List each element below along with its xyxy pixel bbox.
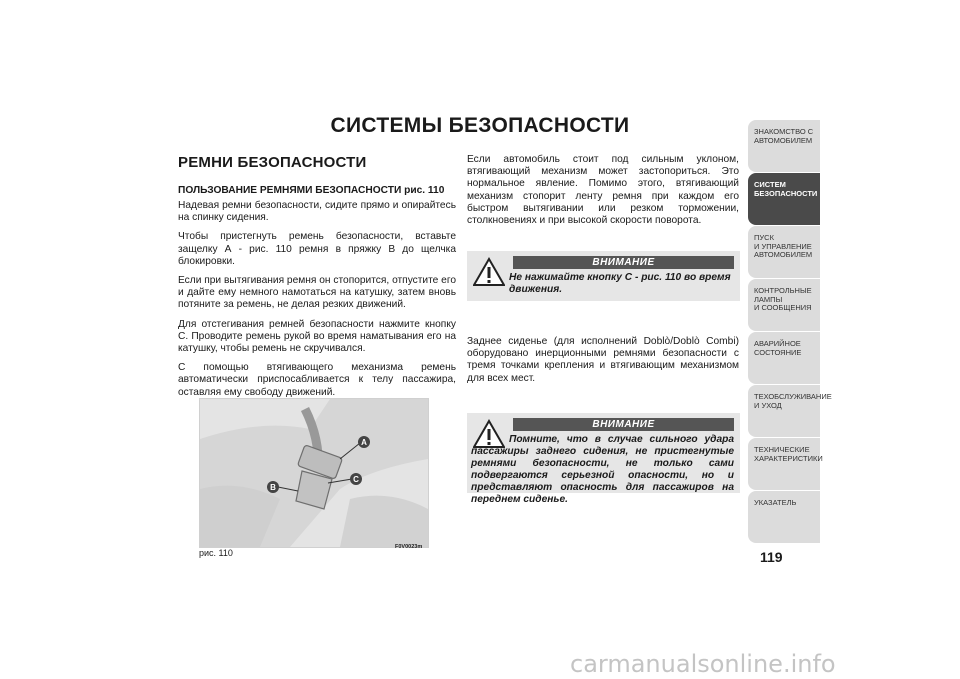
tab-index[interactable] [748,491,820,543]
tab-label: И УХОД [754,400,782,410]
left-column [178,154,456,406]
tab-maintenance[interactable] [748,385,832,437]
paragraph: С помощью втягивающего механизма ремень автоматически приспосабливается к телу пассажира, оставляя ему свободу движений. [178,362,456,398]
warning-triangle-icon [473,257,505,287]
paragraph: Если при вытягивания ремня он стопорится, отпустите его и дайте ему немного намотаться на катушку, затем вновь потяните за ремень, не делая резких движений. [178,275,456,311]
label-b: B [270,483,276,492]
section-title: СИСТЕМЫ БЕЗОПАСНОСТИ [330,114,630,137]
tab-label: ЛАМПЫ [754,294,783,304]
tab-label: И УПРАВЛЕНИЕ [754,241,812,251]
tab-label: КОНТРОЛЬНЫЕ [754,286,812,295]
tab-safety-systems[interactable] [748,173,820,225]
warning-text: Помните, что в случае сильного удара пассажиры заднего сидения, не пристегнутые ремнями безопасности, не только сами подвергаются серьезной опасности, но и представляют опасность для пассажиров на переднем сиденье. [471,434,734,505]
tab-label: ТЕХОБСЛУЖИВАНИЕ [754,392,832,401]
tab-label: АВТОМОБИЛЕМ [754,250,813,259]
heading-seat-belts: РЕМНИ БЕЗОПАСНОСТИ [178,154,367,171]
tab-label: БЕЗОПАСНОСТИ [754,188,818,198]
tab-technical-specs[interactable] [748,438,823,490]
label-c: C [353,475,359,484]
warning-text: Не нажимайте кнопку С - рис. 110 во время движения. [509,272,731,295]
page-number: 119 [760,549,783,565]
watermark: carmanualsonline.info [570,650,836,678]
subheading-belt-usage: ПОЛЬЗОВАНИЕ РЕМНЯМИ БЕЗОПАСНОСТИ рис. 110 [178,185,445,196]
figure-caption: рис. 110 [199,548,233,558]
tab-label: АВАРИЙНОЕ [754,339,801,348]
paragraph: Чтобы пристегнуть ремень безопасности, вставьте защелку А - рис. 110 ремня в пряжку В до щелчка блокировки. [178,231,456,267]
tab-label: И СООБЩЕНИЯ [754,303,812,312]
tab-label: СОСТОЯНИЕ [754,347,802,357]
warning-title: ВНИМАНИЕ [513,418,734,431]
tab-getting-to-know[interactable] [748,120,820,172]
label-a: A [361,438,367,447]
tab-label: ХАРАКТЕРИСТИКИ [754,453,823,463]
tab-label: АВТОМОБИЛЕМ [754,135,813,145]
warning-title: ВНИМАНИЕ [513,256,734,269]
tab-label: ПУСК [754,233,774,242]
figure-code: F0V0023m [395,544,423,550]
tab-label: ТЕХНИЧЕСКИЕ [754,445,810,454]
paragraph: Для отстегивания ремней безопасности нажмите кнопку С. Проводите ремень рукой во время наматывания его на катушку, чтобы ремень не скручивался. [178,318,456,355]
tab-label: УКАЗАТЕЛЬ [754,498,797,507]
figure-110-seatbelt-buckle [199,398,429,548]
seatbelt-illustration [200,399,428,547]
paragraph-rear-seat: Заднее сиденье (для исполнений Doblò/Doblò Combi) оборудовано инерционными ремнями безопасности с тремя точками крепления и втягивающим механизмом для всех мест. [467,336,739,384]
right-column [467,154,739,234]
warning-box-2 [467,413,740,505]
tab-emergency[interactable] [748,332,820,384]
paragraph: Надевая ремни безопасности, сидите прямо и опирайтесь на спинку сидения. [178,200,456,224]
tab-label: СИСТЕМ [754,180,786,189]
tab-warning-lights[interactable] [748,279,820,331]
tab-starting-driving[interactable] [748,226,820,278]
paragraph-retractor: Если автомобиль стоит под сильным уклоном, втягивающий механизм может застопориться. Это нормальное явление. Помимо этого, втягивающий механизм стопорит ленту ремня при каждом его быстром вытягивании или резком торможении, столкновениях и при высокой скорости поворота. [467,154,739,227]
tab-label: ЗНАКОМСТВО С [754,127,814,136]
warning-box-1 [467,251,740,301]
